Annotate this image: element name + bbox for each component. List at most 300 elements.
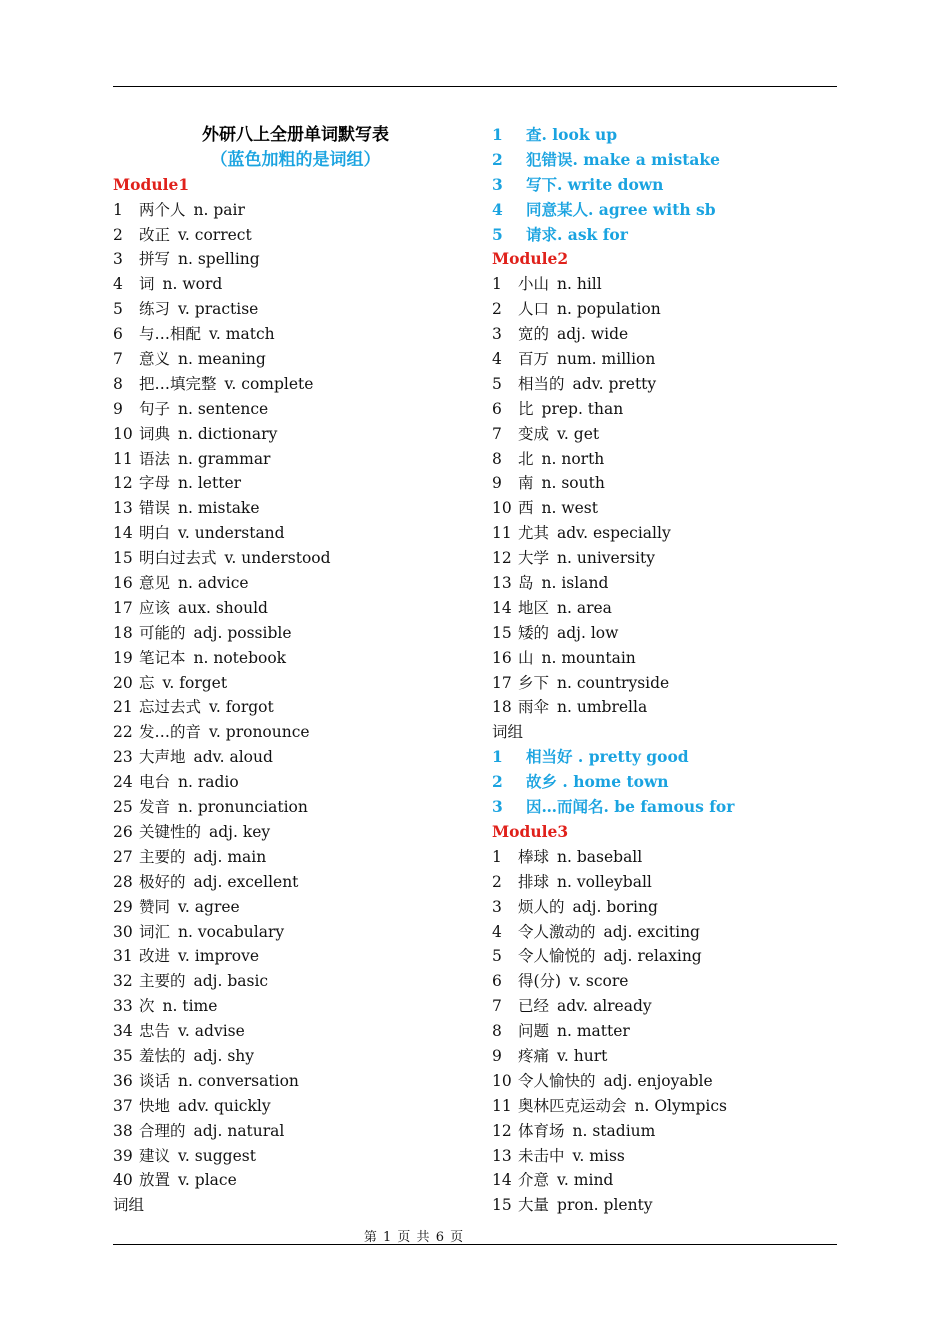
word-number: 23 (113, 748, 133, 767)
word-item (492, 397, 837, 422)
word-item (492, 920, 837, 945)
word-item (492, 272, 837, 297)
word-chinese: 令人激动的 (518, 922, 596, 941)
word-number: 3 (492, 897, 502, 916)
word-number: 1 (492, 847, 502, 866)
word-english: n. island (541, 574, 609, 593)
word-chinese: 练习 (139, 300, 171, 319)
word-chinese: 字母 (139, 474, 171, 493)
word-english: n. spelling (178, 250, 260, 269)
word-english: adv. quickly (178, 1096, 271, 1115)
word-number: 19 (113, 648, 133, 667)
word-number: 9 (113, 399, 123, 418)
word-number: 18 (492, 698, 512, 717)
word-chinese: 语法 (139, 449, 171, 468)
word-english: pron. plenty (557, 1196, 653, 1215)
word-chinese: 尤其 (518, 524, 550, 543)
word-english: n. hill (557, 275, 602, 294)
word-item (492, 621, 837, 646)
word-number: 34 (113, 1022, 133, 1041)
word-chinese: 应该 (139, 598, 171, 617)
word-number: 1 (113, 200, 123, 219)
word-number: 4 (113, 275, 123, 294)
word-english: n. university (557, 549, 656, 568)
word-chinese: 矮的 (518, 623, 550, 642)
word-english: adj. low (557, 623, 619, 642)
word-number: 29 (113, 897, 133, 916)
word-item (492, 372, 837, 397)
right-column (492, 123, 837, 1218)
word-item (113, 795, 473, 820)
word-item (113, 845, 473, 870)
word-item (492, 546, 837, 571)
word-number: 11 (492, 1096, 512, 1115)
word-english: adj. possible (193, 623, 292, 642)
right-word-list (492, 123, 837, 1218)
word-item (492, 521, 837, 546)
word-number: 5 (492, 947, 502, 966)
word-item (492, 447, 837, 472)
word-item (492, 1094, 837, 1119)
word-item (113, 1168, 473, 1193)
word-english: n. notebook (193, 648, 287, 667)
word-item (492, 1119, 837, 1144)
word-english: adj. boring (572, 897, 658, 916)
word-item (113, 969, 473, 994)
word-english: adj. excellent (193, 872, 299, 891)
word-item (113, 198, 473, 223)
word-item (492, 845, 837, 870)
word-number: 13 (492, 1146, 512, 1165)
word-chinese: 谈话 (139, 1071, 171, 1090)
word-english: n. radio (178, 773, 239, 792)
word-item (492, 496, 837, 521)
word-item (492, 895, 837, 920)
word-english: n. dictionary (178, 424, 278, 443)
phrase-text: 查. look up (526, 125, 618, 144)
word-chinese: 赞同 (139, 897, 171, 916)
left-word-list (113, 173, 473, 1218)
word-chinese: 地区 (518, 598, 550, 617)
left-column (113, 123, 473, 1218)
word-item (492, 994, 837, 1019)
word-english: adv. especially (557, 524, 671, 543)
word-item (113, 297, 473, 322)
word-chinese: 发…的音 (139, 723, 202, 742)
phrase-number: 2 (492, 772, 503, 792)
word-chinese: 意义 (139, 350, 171, 369)
word-item (492, 1144, 837, 1169)
word-item (492, 944, 837, 969)
word-chinese: 南 (518, 474, 534, 493)
word-item (113, 546, 473, 571)
word-chinese: 改进 (139, 947, 171, 966)
word-number: 2 (492, 872, 502, 891)
word-chinese: 主要的 (139, 972, 186, 991)
phrase-number: 4 (492, 199, 503, 219)
word-chinese: 忘过去式 (139, 698, 202, 717)
module-heading: Module2 (492, 249, 569, 269)
word-number: 33 (113, 997, 133, 1016)
word-number: 11 (492, 524, 512, 543)
word-english: n. west (541, 499, 598, 518)
word-chinese: 体育场 (518, 1121, 565, 1140)
word-number: 38 (113, 1121, 133, 1140)
word-chinese: 小山 (518, 275, 550, 294)
phrase-item (492, 173, 837, 198)
phrase-number: 1 (492, 125, 503, 144)
word-chinese: 明白 (139, 524, 171, 543)
word-item (113, 695, 473, 720)
word-number: 18 (113, 623, 133, 642)
word-english: v. forgot (209, 698, 274, 717)
header-rule (113, 86, 837, 87)
word-chinese: 两个人 (139, 200, 186, 219)
word-number: 8 (492, 449, 502, 468)
word-item (492, 695, 837, 720)
word-chinese: 放置 (139, 1171, 171, 1190)
word-item (113, 471, 473, 496)
word-number: 14 (492, 1171, 512, 1190)
word-item (492, 1168, 837, 1193)
word-english: adj. relaxing (603, 947, 702, 966)
word-item (113, 671, 473, 696)
word-item (492, 297, 837, 322)
word-number: 13 (492, 574, 512, 593)
phrase-number: 5 (492, 224, 503, 244)
word-item (113, 895, 473, 920)
word-number: 9 (492, 474, 502, 493)
word-number: 6 (113, 325, 123, 344)
phrase-item (492, 770, 837, 795)
word-chinese: 百万 (518, 350, 550, 369)
word-english: n. pair (193, 200, 245, 219)
word-english: n. stadium (572, 1121, 656, 1140)
word-number: 15 (492, 623, 512, 642)
word-item (113, 397, 473, 422)
word-number: 5 (492, 374, 502, 393)
word-item (492, 671, 837, 696)
phrase-item (492, 745, 837, 770)
word-english: v. practise (178, 300, 259, 319)
word-item (492, 1019, 837, 1044)
phrase-text: 因…而闻名. be famous for (526, 797, 735, 817)
word-english: n. word (162, 275, 223, 294)
word-chinese: 次 (139, 997, 155, 1016)
word-number: 35 (113, 1046, 133, 1065)
phrase-text: 故乡 . home town (526, 772, 669, 792)
word-number: 6 (492, 399, 502, 418)
word-chinese: 发音 (139, 798, 171, 817)
word-number: 30 (113, 922, 133, 941)
word-item (113, 571, 473, 596)
word-english: n. vocabulary (178, 922, 285, 941)
word-number: 25 (113, 798, 133, 817)
word-english: n. advice (178, 574, 249, 593)
word-item (113, 646, 473, 671)
phrase-item (492, 223, 837, 248)
word-number: 39 (113, 1146, 133, 1165)
word-item (113, 994, 473, 1019)
phrase-number: 3 (492, 174, 503, 194)
phrase-section-label: 词组 (113, 1196, 145, 1215)
word-number: 21 (113, 698, 133, 717)
word-english: n. time (162, 997, 218, 1016)
phrase-number: 2 (492, 149, 503, 169)
word-english: v. get (557, 424, 600, 443)
word-english: v. miss (572, 1146, 625, 1165)
word-english: adj. basic (193, 972, 269, 991)
word-number: 10 (492, 1071, 512, 1090)
word-number: 22 (113, 723, 133, 742)
word-number: 4 (492, 922, 502, 941)
word-english: n. conversation (178, 1071, 299, 1090)
phrase-item (492, 198, 837, 223)
word-chinese: 大声地 (139, 748, 186, 767)
word-chinese: 快地 (139, 1096, 171, 1115)
word-chinese: 笔记本 (139, 648, 186, 667)
phrase-text: 请求. ask for (526, 224, 628, 244)
word-chinese: 大量 (518, 1196, 550, 1215)
word-english: v. complete (224, 374, 314, 393)
word-item (113, 870, 473, 895)
word-number: 16 (113, 574, 133, 593)
word-english: n. matter (557, 1022, 630, 1041)
word-english: n. north (541, 449, 605, 468)
word-english: n. grammar (178, 449, 271, 468)
word-item (113, 944, 473, 969)
phrase-number: 1 (492, 747, 503, 767)
word-item (113, 347, 473, 372)
word-chinese: 羞怯的 (139, 1046, 186, 1065)
word-number: 13 (113, 499, 133, 518)
word-item (113, 272, 473, 297)
word-chinese: 令人愉快的 (518, 1071, 596, 1090)
word-english: v. suggest (178, 1146, 256, 1165)
module-heading: Module3 (492, 821, 569, 841)
word-item (113, 1094, 473, 1119)
word-number: 9 (492, 1046, 502, 1065)
word-chinese: 疼痛 (518, 1046, 550, 1065)
word-english: v. hurt (557, 1046, 608, 1065)
word-number: 8 (492, 1022, 502, 1041)
word-chinese: 建议 (139, 1146, 171, 1165)
word-number: 2 (492, 300, 502, 319)
word-item (113, 322, 473, 347)
word-chinese: 可能的 (139, 623, 186, 642)
word-english: n. umbrella (557, 698, 648, 717)
module-heading: Module1 (113, 174, 190, 194)
word-number: 10 (492, 499, 512, 518)
phrase-text: 同意某人. agree with sb (526, 199, 716, 219)
word-item (492, 1044, 837, 1069)
word-chinese: 比 (518, 399, 534, 418)
phrase-number: 3 (492, 797, 503, 817)
word-english: n. meaning (178, 350, 266, 369)
word-chinese: 乡下 (518, 673, 550, 692)
word-item (113, 621, 473, 646)
phrase-text: 写下. write down (526, 174, 664, 194)
page-footer: 第 1 页 共 6 页 (363, 1230, 465, 1245)
word-chinese: 问题 (518, 1022, 550, 1041)
word-chinese: 合理的 (139, 1121, 186, 1140)
word-item (113, 596, 473, 621)
word-number: 31 (113, 947, 133, 966)
word-item (113, 720, 473, 745)
word-chinese: 把…填完整 (139, 374, 217, 393)
word-english: adj. exciting (603, 922, 700, 941)
word-item (113, 521, 473, 546)
phrase-item (492, 123, 837, 148)
word-english: num. million (557, 350, 656, 369)
word-item (492, 471, 837, 496)
word-english: n. pronunciation (178, 798, 308, 817)
word-chinese: 西 (518, 499, 534, 518)
word-chinese: 大学 (518, 549, 550, 568)
word-chinese: 排球 (518, 872, 550, 891)
word-number: 20 (113, 673, 133, 692)
page-subtitle: （蓝色加粗的是词组） (210, 149, 381, 170)
word-english: adj. main (193, 847, 267, 866)
word-english: v. score (569, 972, 629, 991)
word-number: 8 (113, 374, 123, 393)
word-english: v. forget (162, 673, 228, 692)
word-chinese: 句子 (139, 399, 171, 418)
word-chinese: 极好的 (139, 872, 186, 891)
word-english: n. area (557, 598, 612, 617)
word-english: v. improve (178, 947, 260, 966)
word-english: n. mountain (541, 648, 636, 667)
word-number: 3 (492, 325, 502, 344)
word-english: v. agree (178, 897, 240, 916)
word-item (492, 1069, 837, 1094)
word-item (492, 322, 837, 347)
word-item (113, 770, 473, 795)
word-chinese: 主要的 (139, 847, 186, 866)
word-item (492, 422, 837, 447)
word-number: 24 (113, 773, 133, 792)
word-english: n. mistake (178, 499, 260, 518)
phrase-section-label: 词组 (492, 723, 524, 742)
word-english: n. population (557, 300, 661, 319)
word-number: 27 (113, 847, 133, 866)
word-item (492, 571, 837, 596)
word-item (113, 447, 473, 472)
word-number: 6 (492, 972, 502, 991)
word-number: 5 (113, 300, 123, 319)
word-english: adj. wide (557, 325, 629, 344)
word-chinese: 雨伞 (518, 698, 550, 717)
word-english: v. mind (557, 1171, 614, 1190)
word-number: 1 (492, 275, 502, 294)
word-number: 11 (113, 449, 133, 468)
word-chinese: 介意 (518, 1171, 550, 1190)
word-chinese: 与…相配 (139, 325, 202, 344)
phrase-item (492, 795, 837, 820)
word-item (113, 1044, 473, 1069)
word-item (492, 347, 837, 372)
word-number: 26 (113, 822, 133, 841)
word-item (492, 646, 837, 671)
word-number: 12 (492, 549, 512, 568)
word-english: n. baseball (557, 847, 643, 866)
word-number: 7 (492, 424, 502, 443)
word-item (113, 372, 473, 397)
word-english: n. sentence (178, 399, 269, 418)
word-english: aux. should (178, 598, 268, 617)
word-number: 17 (113, 598, 133, 617)
word-english: adv. aloud (193, 748, 273, 767)
word-item (113, 422, 473, 447)
word-item (113, 496, 473, 521)
word-chinese: 北 (518, 449, 534, 468)
word-item (492, 969, 837, 994)
word-number: 32 (113, 972, 133, 991)
word-number: 37 (113, 1096, 133, 1115)
phrase-item (492, 148, 837, 173)
word-english: adv. already (557, 997, 652, 1016)
word-number: 15 (492, 1196, 512, 1215)
word-chinese: 棒球 (518, 847, 550, 866)
word-english: adv. pretty (572, 374, 657, 393)
word-item (113, 1069, 473, 1094)
word-chinese: 山 (518, 648, 534, 667)
word-english: v. place (178, 1171, 237, 1190)
word-chinese: 错误 (139, 499, 171, 518)
word-chinese: 明白过去式 (139, 549, 217, 568)
word-number: 28 (113, 872, 133, 891)
word-english: v. understood (224, 549, 331, 568)
word-number: 12 (113, 474, 133, 493)
word-number: 2 (113, 225, 123, 244)
word-chinese: 岛 (518, 574, 534, 593)
word-chinese: 已经 (518, 997, 550, 1016)
word-chinese: 拼写 (139, 250, 171, 269)
word-item (492, 596, 837, 621)
word-item (113, 1119, 473, 1144)
word-number: 4 (492, 350, 502, 369)
word-number: 12 (492, 1121, 512, 1140)
word-chinese: 忘 (139, 673, 155, 692)
word-english: v. match (209, 325, 275, 344)
word-chinese: 相当的 (518, 374, 565, 393)
word-number: 10 (113, 424, 133, 443)
word-english: v. advise (178, 1022, 245, 1041)
word-english: adj. key (209, 822, 271, 841)
word-chinese: 得(分) (518, 972, 562, 991)
word-english: n. letter (178, 474, 242, 493)
page-title: 外研八上全册单词默写表 (202, 125, 389, 145)
word-english: v. correct (178, 225, 252, 244)
word-item (113, 920, 473, 945)
word-chinese: 奥林匹克运动会 (518, 1096, 627, 1115)
word-chinese: 关键性的 (139, 822, 202, 841)
word-chinese: 令人愉悦的 (518, 947, 596, 966)
word-chinese: 宽的 (518, 325, 550, 344)
word-english: prep. than (541, 399, 624, 418)
word-chinese: 改正 (139, 225, 171, 244)
word-chinese: 烦人的 (518, 897, 565, 916)
phrase-text: 犯错误. make a mistake (526, 149, 720, 169)
word-item (113, 745, 473, 770)
word-number: 7 (492, 997, 502, 1016)
word-number: 14 (113, 524, 133, 543)
word-chinese: 人口 (518, 300, 550, 319)
word-chinese: 变成 (518, 424, 550, 443)
word-english: n. volleyball (557, 872, 652, 891)
word-english: adj. enjoyable (603, 1071, 713, 1090)
word-english: n. Olympics (634, 1096, 727, 1115)
